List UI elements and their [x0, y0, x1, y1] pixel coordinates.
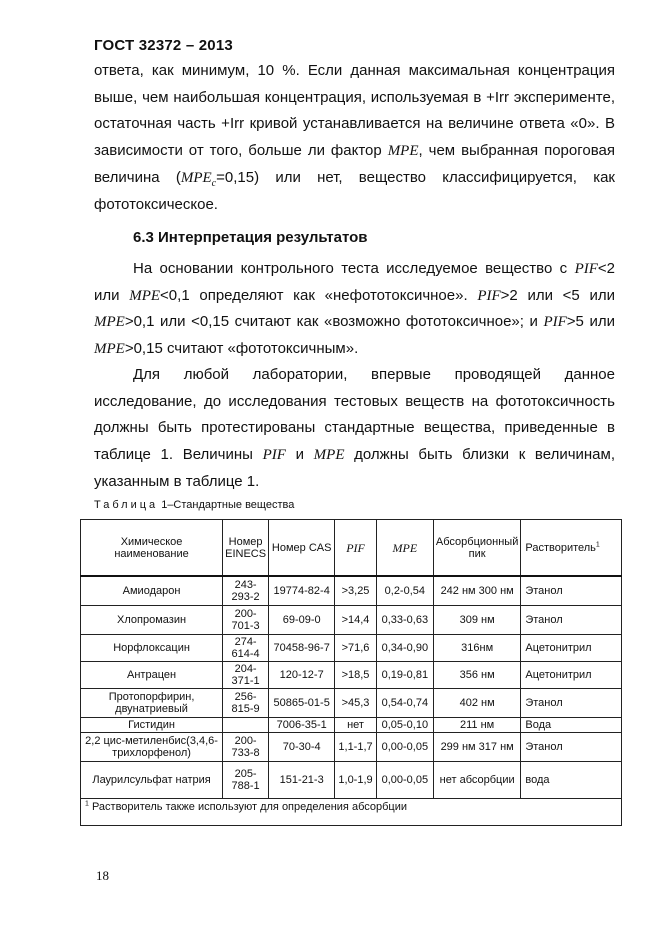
cell-mpe: 0,54-0,74 — [376, 688, 433, 717]
cell-name: Протопорфирин, двунатриевый — [81, 688, 223, 717]
cell-abs: 211 нм — [433, 717, 520, 732]
cell-einecs: 200-701-3 — [223, 605, 269, 634]
header-name: Химическое наименование — [81, 520, 223, 577]
table-caption: Таблица 1–Стандартные вещества — [94, 499, 295, 511]
cell-pif: 1,0-1,9 — [335, 761, 376, 798]
paragraph-3: Для любой лаборатории, впервые проводящей данное исследование, до исследования тестовых веществ на фототоксичность должны быть протестированы стандартные вещества, приведенные в таблице 1. Величины PIF и MPE должны быть близки к величинам, указанным в таблице 1. — [94, 366, 615, 490]
table-row — [81, 605, 622, 634]
cell-einecs: 204-371-1 — [223, 661, 269, 688]
header-pif: PIF — [335, 520, 376, 577]
table-header-row — [81, 520, 622, 577]
table-row — [81, 661, 622, 688]
cell-solvent: Этанол — [521, 688, 622, 717]
cell-solvent: Ацетонитрил — [521, 661, 622, 688]
cell-name: Лаурилсульфат натрия — [81, 761, 223, 798]
cell-mpe: 0,2-0,54 — [376, 576, 433, 605]
cell-pif: 1,1-1,7 — [335, 732, 376, 761]
cell-mpe: 0,00-0,05 — [376, 761, 433, 798]
table-row — [81, 732, 622, 761]
cell-solvent: Вода — [521, 717, 622, 732]
section-heading: 6.3 Интерпретация результатов — [133, 229, 368, 246]
cell-cas: 151-21-3 — [269, 761, 335, 798]
cell-einecs: 205-788-1 — [223, 761, 269, 798]
cell-einecs — [223, 717, 269, 732]
table-row — [81, 717, 622, 732]
cell-cas: 7006-35-1 — [269, 717, 335, 732]
cell-solvent: Этанол — [521, 576, 622, 605]
cell-abs: 299 нм 317 нм — [433, 732, 520, 761]
cell-name: Гистидин — [81, 717, 223, 732]
header-mpe: MPE — [376, 520, 433, 577]
page-number: 18 — [96, 868, 109, 883]
cell-abs: 402 нм — [433, 688, 520, 717]
header-absorption: Абсорбционный пик — [433, 520, 520, 577]
cell-mpe: 0,05-0,10 — [376, 717, 433, 732]
table-footnote: $^1$ Растворитель также используют для определения абсорбции — [81, 798, 622, 825]
cell-abs: 309 нм — [433, 605, 520, 634]
table-row — [81, 576, 622, 605]
cell-pif: >14,4 — [335, 605, 376, 634]
paragraph-1: ответа, как минимум, 10 %. Если данная максимальная концентрация выше, чем наибольшая концентрация, используемая в +Irr эксперименте, остаточная часть +Irr кривой устанавливается на величине ответа «0». В зависимости от того, больше ли фактор MPE, чем выбранная пороговая величина $(MPE_c=0,15)$ или нет, вещество классифицируется, как фототоксическое. — [94, 62, 615, 213]
cell-pif: >18,5 — [335, 661, 376, 688]
cell-solvent: Ацетонитрил — [521, 634, 622, 661]
cell-pif: >71,6 — [335, 634, 376, 661]
cell-solvent: Этанол — [521, 732, 622, 761]
cell-cas: 19774-82-4 — [269, 576, 335, 605]
cell-solvent: вода — [521, 761, 622, 798]
cell-cas: 70-30-4 — [269, 732, 335, 761]
cell-einecs: 274-614-4 — [223, 634, 269, 661]
cell-cas: 70458-96-7 — [269, 634, 335, 661]
cell-abs: нет абсорбции — [433, 761, 520, 798]
cell-mpe: 0,19-0,81 — [376, 661, 433, 688]
cell-cas: 50865-01-5 — [269, 688, 335, 717]
cell-name: Норфлоксацин — [81, 634, 223, 661]
cell-cas: 69-09-0 — [269, 605, 335, 634]
cell-name: 2,2 цис-метиленбис(3,4,6-трихлорфенол) — [81, 732, 223, 761]
cell-mpe: 0,00-0,05 — [376, 732, 433, 761]
table-row — [81, 634, 622, 661]
table-row — [81, 761, 622, 798]
table-row — [81, 688, 622, 717]
cell-einecs: 200-733-8 — [223, 732, 269, 761]
cell-einecs: 256-815-9 — [223, 688, 269, 717]
header-solvent: Растворитель$^1$ — [521, 520, 622, 577]
cell-pif: нет — [335, 717, 376, 732]
cell-name: Антрацен — [81, 661, 223, 688]
paragraph-2: На основании контрольного теста исследуемое вещество с PIF<2 или MPE<0,1 определяют как «нефототоксичное». PIF>2 или <5 или MPE>0,1 или <0,15 считают как «возможно фототоксичное»; и PIF>5 или MPE>0,15 считают «фототоксичным». — [94, 260, 615, 358]
cell-pif: >3,25 — [335, 576, 376, 605]
cell-abs: 356 нм — [433, 661, 520, 688]
cell-cas: 120-12-7 — [269, 661, 335, 688]
cell-mpe: 0,34-0,90 — [376, 634, 433, 661]
cell-pif: >45,3 — [335, 688, 376, 717]
header-einecs: Номер EINECS — [223, 520, 269, 577]
standard-substances-table — [80, 519, 622, 826]
cell-abs: 316нм — [433, 634, 520, 661]
cell-abs: 242 нм 300 нм — [433, 576, 520, 605]
cell-solvent: Этанол — [521, 605, 622, 634]
document-header: ГОСТ 32372 – 2013 — [94, 37, 233, 54]
cell-mpe: 0,33-0,63 — [376, 605, 433, 634]
cell-name: Хлопромазин — [81, 605, 223, 634]
cell-name: Амиодарон — [81, 576, 223, 605]
cell-einecs: 243-293-2 — [223, 576, 269, 605]
header-cas: Номер CAS — [269, 520, 335, 577]
